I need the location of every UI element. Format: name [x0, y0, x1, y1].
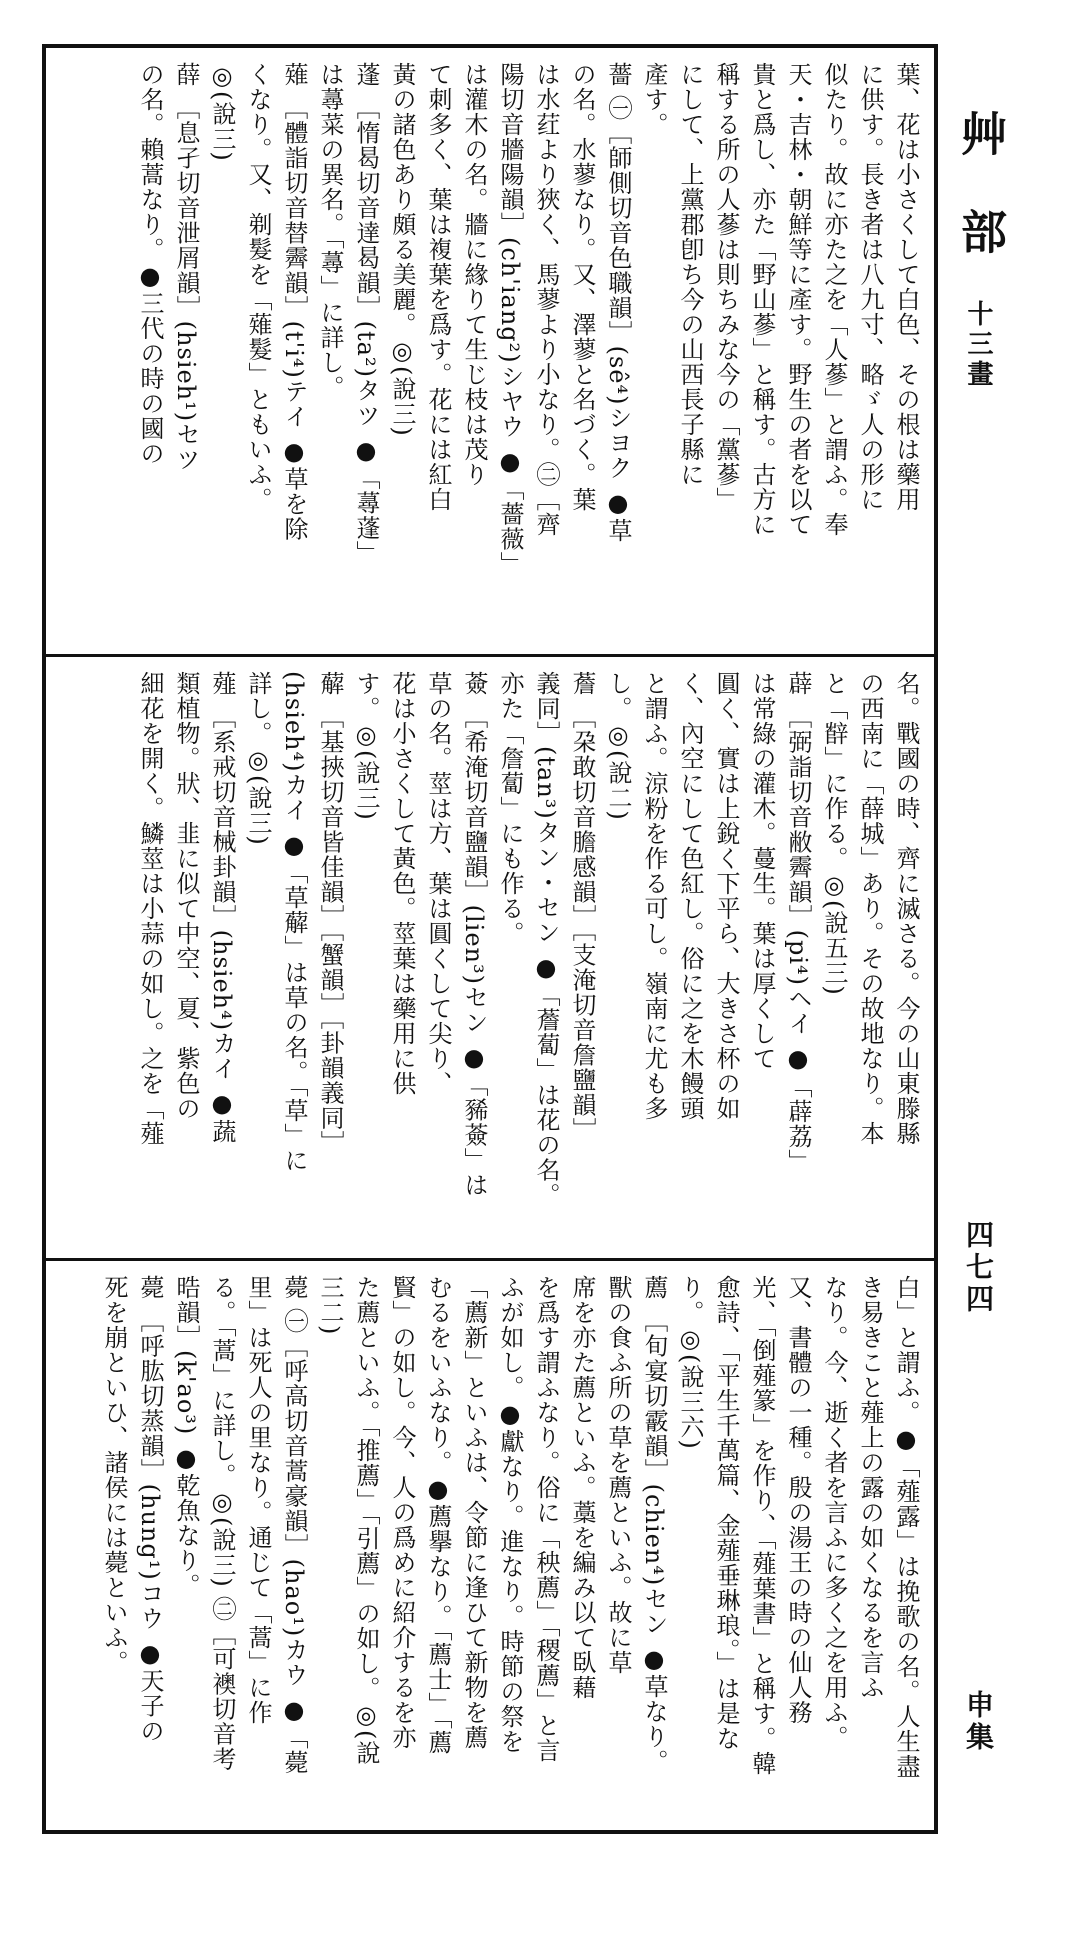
band-middle [46, 654, 934, 1258]
text-column: 獸の食ふ所の草を薦といふ。故に草 [604, 1275, 632, 1675]
text-column: 葉、花は小さくして白色、その根は藥用 [892, 62, 920, 512]
text-column: 薙 ［體詣切音替霽韻］(t'i⁴)テイ ●草を除 [280, 62, 308, 542]
text-column: 蓬 ［惰曷切音達曷韻］(ta²)タツ ●「蕁蓬」 [352, 62, 380, 566]
text-column: むるをいふなり。●薦擧なり。「薦士」「薦 [424, 1275, 452, 1755]
text-column: 又、書體の一種。殷の湯王の時の仙人務 [784, 1275, 812, 1725]
page-frame [42, 44, 938, 1834]
text-column: ふが如し。●獻なり。進なり。時節の祭を [496, 1275, 524, 1754]
text-column: 薢 ［基挾切音皆佳韻］［蟹韻］［卦韻義同］ [316, 671, 344, 1156]
text-column: る。「蒿」に詳し。◎(說三) ㊁［可襖切音考 [208, 1275, 236, 1772]
text-column: 三二) [316, 1275, 344, 1336]
text-column: 天・吉林・朝鮮等に產す。野生の者を以て [784, 62, 812, 537]
text-column: り。◎(說三六) [676, 1275, 704, 1450]
text-column: 薜 ［弼詣切音敝霽韻］(pi⁴)ヘイ ●「薜荔」 [784, 671, 812, 1174]
text-column: の名。賴蒿なり。●三代の時の國の [136, 62, 164, 466]
text-column: 細花を開く。鱗莖は小蒜の如し。之を「薤 [136, 671, 164, 1146]
stroke-count-header: 十三畫 [963, 300, 993, 390]
text-column: 薝 ［朶敢切音膽感韻］［支淹切音詹鹽韻］ [568, 671, 596, 1143]
text-column: 產す。 [640, 62, 668, 137]
text-column: 薨 ㊀［呼高切音蒿豪韻］(hao¹)カウ ●「薨 [280, 1275, 308, 1775]
text-column: 詳し。◎(說三) [244, 671, 272, 846]
text-column: 薦 ［旬宴切霰韻］(chien⁴)セン ●草なり。 [640, 1275, 668, 1774]
text-column: 愈詩、「平生千萬篇、金薤垂琳琅。」は是な [712, 1275, 740, 1751]
text-column: 薛 ［息孑切音泄屑韻］(hsieh¹)セツ [172, 62, 200, 473]
text-column: 草の名。莖は方、葉は圓くして尖り、 [424, 671, 452, 1096]
text-column: 薨 ［呼肱切蒸韻］(hung¹)コウ ●天子の [136, 1275, 164, 1744]
text-column: 圓く、實は上銳く下平ら、大きさ杯の如 [712, 671, 740, 1121]
text-column: ◎(說三) [208, 62, 236, 162]
page-number: 四七四 [962, 1220, 995, 1316]
text-column: を爲す謂ふなり。俗に「秧薦」「稷薦」と言 [532, 1275, 560, 1763]
text-column: し。◎(說二) [604, 671, 632, 821]
text-column: 似たり。故に亦た之を「人蔘」と謂ふ。奉 [820, 62, 848, 537]
radical-header: 艸 部 [954, 110, 1008, 273]
text-column: 白」と謂ふ。●「薤露」は挽歌の名。人生盡 [892, 1275, 920, 1779]
text-column: は常綠の灌木。蔓生。葉は厚くして [748, 671, 776, 1071]
text-column: 亦た「詹蔔」にも作る。 [496, 671, 524, 946]
text-column: にして、上黨郡卽ち今の山西長子縣に [676, 62, 704, 487]
text-column: て刺多く、葉は複葉を爲す。花には紅白 [424, 62, 452, 512]
text-column: き易きこと薤上の露の如くなるを言ふ [856, 1275, 884, 1700]
text-column: くなり。又、剃髮を「薙髮」ともいふ。 [244, 62, 272, 512]
text-column: 里」は死人の里なり。通じて「蒿」に作 [244, 1275, 272, 1725]
text-column: 「薦新」といふは、令節に逢ひて新物を薦 [460, 1275, 488, 1750]
text-column: 稱する所の人蔘は則ちみな今の「黨蔘」 [712, 62, 740, 512]
text-column: 薟 ［希淹切音鹽韻］(lien³)セン ●「豨薟」は [460, 671, 488, 1198]
text-column: (hsieh⁴)カイ ●「草薢」は草の名。「草」に [280, 671, 308, 1174]
text-column: 貴と爲し、亦た「野山蔘」と稱す。古方に [748, 62, 776, 537]
band-top [46, 48, 934, 654]
text-column: 賢」の如し。今、人の爲めに紹介するを亦 [388, 1275, 416, 1750]
text-column: 名。戰國の時、齊に滅さる。今の山東滕縣 [892, 671, 920, 1146]
text-column: と謂ふ。涼粉を作る可し。嶺南に尤も多 [640, 671, 668, 1121]
volume-label: 申集 [962, 1690, 995, 1754]
text-column: 席を亦た薦といふ。藁を編み以て臥藉 [568, 1275, 596, 1700]
text-column: は水荭より狹く、馬蓼より小なり。㊁［齊 [532, 62, 560, 537]
text-column: 類植物。狀、韭に似て中空、夏、紫色の [172, 671, 200, 1121]
text-column: の西南に「薛城」あり。その故地なり。本 [856, 671, 884, 1146]
text-column: 薤 ［系戒切音械卦韻］(hsieh⁴)カイ ●蔬 [208, 671, 236, 1144]
text-column: なり。今、逝く者を言ふに多く之を用ふ。 [820, 1275, 848, 1750]
text-column: 光、「倒薤篆」を作り、「薤葉書」と稱す。韓 [748, 1275, 776, 1776]
text-column: 黃の諸色あり頗る美麗。◎(說三) [388, 62, 416, 437]
band-bottom [46, 1258, 934, 1830]
text-column: す。◎(說三) [352, 671, 380, 821]
text-column: に供す。長き者は八九寸、略ゞ人の形に [856, 62, 884, 512]
text-column: 死を崩といひ、諸侯には薨といふ。 [100, 1275, 128, 1675]
text-column: 薔 ㊀［師側切音色職韻］(sê⁴)シヨク ●草 [604, 62, 632, 544]
text-column: た薦といふ。「推薦」「引薦」の如し。◎(說 [352, 1275, 380, 1766]
text-column: 花は小さくして黃色。莖葉は藥用に供 [388, 671, 416, 1096]
text-column: 陽切音牆陽韻］(ch'iang²)シヤウ ●「薔薇」 [496, 62, 524, 577]
text-column: は灌木の名。牆に緣りて生じ枝は茂り [460, 62, 488, 487]
text-column: と「辥」に作る。◎(說五三) [820, 671, 848, 996]
text-column: 晧韻］(k'ao³) ●乾魚なり。 [172, 1275, 200, 1598]
text-column: は蕁菜の異名。「蕁」に詳し。 [316, 62, 344, 400]
text-column: く、內空にして色紅し。俗に之を木饅頭 [676, 671, 704, 1121]
text-column: の名。水蓼なり。又、澤蓼と名づく。葉 [568, 62, 596, 512]
text-column: 義同］(tan³)タン・セン ●「薝蔔」は花の名。 [532, 671, 560, 1208]
